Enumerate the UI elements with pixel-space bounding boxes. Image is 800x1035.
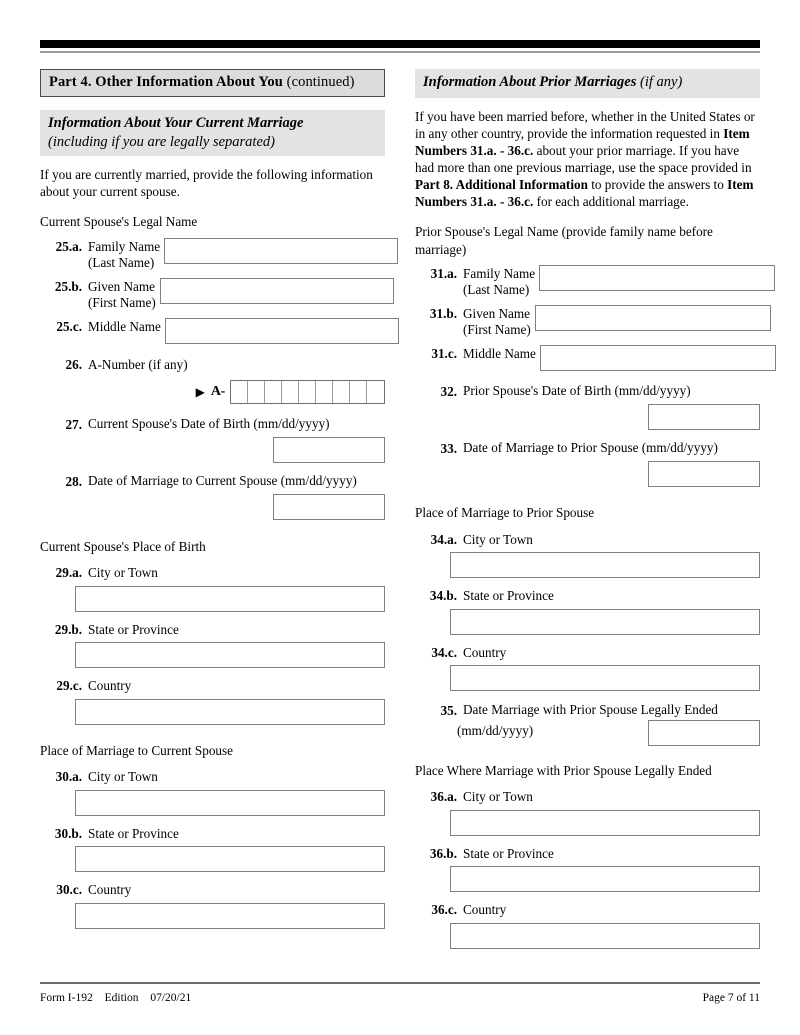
item-28-date-holder bbox=[40, 494, 385, 520]
item-31a-row bbox=[415, 265, 760, 298]
item-31c-label bbox=[463, 345, 536, 362]
right-triangle-icon: ▶ bbox=[195, 385, 205, 400]
item-26-anumber-row bbox=[40, 380, 385, 404]
item-33-date-holder bbox=[415, 461, 760, 487]
item-25a-label bbox=[88, 238, 160, 271]
item-36a-row bbox=[415, 788, 760, 836]
item-26-label: A-Number (if any) bbox=[88, 356, 188, 372]
item-36b-number: 36.b. bbox=[429, 845, 457, 861]
top-black-bar bbox=[40, 40, 760, 48]
item-31a-family-name-input[interactable] bbox=[539, 265, 775, 291]
anumber-cell[interactable] bbox=[265, 381, 282, 403]
item-36c-number: 36.c. bbox=[431, 902, 457, 918]
item-29a-city-input[interactable] bbox=[75, 586, 385, 612]
item-32-label: Prior Spouse's Date of Birth (mm/dd/yyyy) bbox=[463, 383, 691, 399]
item-34a-row bbox=[415, 531, 760, 579]
item-25b-number: 25.b. bbox=[54, 278, 82, 294]
instruction-text: about your prior marriage. If you have had more than one previous marriage, use the space provided in bbox=[415, 142, 752, 176]
item-29c-number: 29.c. bbox=[56, 678, 82, 694]
anumber-cell[interactable] bbox=[316, 381, 333, 403]
item-31c-middle-name-input[interactable] bbox=[540, 345, 776, 371]
item-30c-number: 30.c. bbox=[56, 882, 82, 898]
item-26-row bbox=[40, 356, 385, 373]
part-4-header bbox=[40, 69, 385, 97]
item-35-label-line1: Date Marriage with Prior Spouse Legally Ended bbox=[463, 702, 718, 718]
current-marriage-title: Information About Your Current Marriage bbox=[48, 115, 304, 131]
item-25c-number: 25.c. bbox=[56, 318, 82, 334]
item-31a-label-line1: Family Name bbox=[463, 265, 536, 281]
item-27-row bbox=[40, 416, 385, 463]
item-29a-number: 29.a. bbox=[55, 565, 82, 581]
item-29c-label: Country bbox=[88, 678, 132, 694]
item-31b-number: 31.b. bbox=[429, 305, 457, 321]
item-25a-row bbox=[40, 238, 385, 271]
item-35-second-line bbox=[415, 720, 760, 746]
item-25b-label bbox=[88, 278, 156, 311]
prior-spouse-legal-name-heading: Prior Spouse's Legal Name (provide family name before marriage) bbox=[415, 224, 713, 257]
item-30b-label: State or Province bbox=[88, 825, 179, 841]
place-of-marriage-prior-heading: Place of Marriage to Prior Spouse bbox=[415, 505, 595, 521]
item-31c-row bbox=[415, 345, 760, 371]
item-25b-row bbox=[40, 278, 385, 311]
anumber-cell[interactable] bbox=[282, 381, 299, 403]
item-36c-head bbox=[415, 901, 760, 919]
item-36c-country-input[interactable] bbox=[450, 923, 760, 949]
footer-page-number: Page 7 of 11 bbox=[702, 992, 760, 1004]
item-28-row bbox=[40, 473, 385, 520]
item-36b-state-input[interactable] bbox=[450, 866, 760, 892]
item-25a-label-line1: Family Name bbox=[88, 238, 161, 254]
anumber-cell[interactable] bbox=[248, 381, 265, 403]
item-31b-label-line1: Given Name bbox=[463, 305, 531, 321]
item-34b-number: 34.b. bbox=[429, 588, 457, 604]
item-27-label: Current Spouse's Date of Birth (mm/dd/yyyy) bbox=[88, 416, 330, 432]
anumber-cell[interactable] bbox=[350, 381, 367, 403]
item-number-reference: Item Numbers 31.a. - 36.c. bbox=[415, 125, 750, 158]
prior-marriages-instructions bbox=[415, 108, 760, 211]
item-30c-head bbox=[40, 881, 385, 899]
item-35-row bbox=[415, 702, 760, 746]
item-28-head bbox=[40, 473, 385, 490]
item-25b-label-line2: (First Name) bbox=[88, 294, 156, 310]
item-35-number: 35. bbox=[440, 703, 457, 719]
item-27-head bbox=[40, 416, 385, 433]
item-27-date-holder bbox=[40, 437, 385, 463]
prior-marriages-subtitle: (if any) bbox=[640, 74, 683, 90]
item-35-label-line2: (mm/dd/yyyy) bbox=[457, 723, 534, 739]
part-4-continued-label: (continued) bbox=[286, 74, 355, 90]
item-29c-country-input[interactable] bbox=[75, 699, 385, 725]
item-36a-label: City or Town bbox=[463, 789, 533, 805]
item-30a-city-input[interactable] bbox=[75, 790, 385, 816]
item-31c-label-line1: Middle Name bbox=[463, 346, 536, 362]
place-marriage-ended-heading: Place Where Marriage with Prior Spouse Legally Ended bbox=[415, 763, 712, 779]
item-25a-number: 25.a. bbox=[55, 238, 82, 254]
item-34c-number: 34.c. bbox=[431, 644, 457, 660]
item-27-date-of-birth-input[interactable] bbox=[273, 437, 385, 463]
item-25c-row bbox=[40, 318, 385, 344]
item-36a-head bbox=[415, 788, 760, 806]
item-30a-row bbox=[40, 768, 385, 816]
item-number-reference: Item Numbers 31.a. - 36.c. bbox=[415, 177, 754, 210]
item-34c-head bbox=[415, 644, 760, 662]
instruction-text: If you have been married before, whether in the United States or in any other country, provide the information requested in bbox=[415, 108, 755, 141]
item-36b-label: State or Province bbox=[463, 845, 554, 861]
item-32-row bbox=[415, 383, 760, 430]
item-33-head bbox=[415, 440, 760, 457]
item-33-number: 33. bbox=[440, 441, 457, 457]
item-28-number: 28. bbox=[65, 474, 82, 490]
item-34b-row bbox=[415, 587, 760, 635]
item-30a-head bbox=[40, 768, 385, 786]
item-34b-head bbox=[415, 587, 760, 605]
footer-rule bbox=[40, 982, 760, 984]
item-34a-head bbox=[415, 531, 760, 549]
item-36c-row bbox=[415, 901, 760, 949]
item-36a-number: 36.a. bbox=[430, 789, 457, 805]
item-30b-head bbox=[40, 825, 385, 843]
footer-form-id: Form I-192 bbox=[40, 992, 93, 1004]
item-34c-row bbox=[415, 644, 760, 692]
right-column bbox=[415, 69, 760, 949]
item-29a-head bbox=[40, 564, 385, 582]
item-25b-label-line1: Given Name bbox=[88, 278, 156, 294]
item-29b-row bbox=[40, 621, 385, 669]
item-28-date-of-marriage-input[interactable] bbox=[273, 494, 385, 520]
item-30c-row bbox=[40, 881, 385, 929]
current-spouse-legal-name-heading: Current Spouse's Legal Name bbox=[40, 214, 198, 230]
item-31a-number: 31.a. bbox=[430, 265, 457, 281]
item-29b-label: State or Province bbox=[88, 621, 179, 637]
item-30b-number: 30.b. bbox=[54, 825, 82, 841]
item-29a-row bbox=[40, 564, 385, 612]
left-column bbox=[40, 69, 385, 949]
footer-edition-label: Edition bbox=[104, 992, 139, 1004]
current-marriage-instructions: If you are currently married, provide the following information about your current spouse. bbox=[40, 167, 373, 200]
item-30c-country-input[interactable] bbox=[75, 903, 385, 929]
item-25a-family-name-input[interactable] bbox=[164, 238, 398, 264]
item-34a-label: City or Town bbox=[463, 531, 533, 547]
anumber-cell[interactable] bbox=[367, 381, 384, 403]
item-26-anumber-input[interactable] bbox=[230, 380, 385, 404]
top-thin-rule bbox=[40, 51, 760, 53]
item-29b-state-input[interactable] bbox=[75, 642, 385, 668]
item-30c-label: Country bbox=[88, 882, 132, 898]
item-31b-row bbox=[415, 305, 760, 338]
item-30b-row bbox=[40, 825, 385, 873]
anumber-cell[interactable] bbox=[299, 381, 316, 403]
current-spouse-place-of-birth-heading: Current Spouse's Place of Birth bbox=[40, 539, 206, 555]
item-36b-head bbox=[415, 845, 760, 863]
anumber-cell[interactable] bbox=[231, 381, 248, 403]
anumber-prefix-label: A- bbox=[210, 384, 225, 400]
item-31c-number: 31.c. bbox=[431, 346, 457, 362]
item-30b-state-input[interactable] bbox=[75, 846, 385, 872]
page-footer bbox=[40, 992, 760, 1004]
item-25c-label-line1: Middle Name bbox=[88, 318, 161, 334]
item-31b-given-name-input[interactable] bbox=[535, 305, 771, 331]
item-31b-label-line2: (First Name) bbox=[463, 322, 531, 338]
footer-edition-date: 07/20/21 bbox=[150, 992, 192, 1004]
item-35-head bbox=[415, 702, 760, 719]
item-30a-label: City or Town bbox=[88, 769, 158, 785]
item-29c-head bbox=[40, 677, 385, 695]
item-34a-city-input[interactable] bbox=[450, 552, 760, 578]
page-top-rules bbox=[40, 0, 760, 53]
instruction-text: to provide the answers to bbox=[587, 177, 728, 193]
prior-marriages-subsection-header bbox=[415, 69, 760, 98]
item-34c-label: Country bbox=[463, 644, 507, 660]
item-36a-city-input[interactable] bbox=[450, 810, 760, 836]
item-25a-label-line2: (Last Name) bbox=[88, 254, 155, 270]
item-25b-given-name-input[interactable] bbox=[160, 278, 394, 304]
item-26-number: 26. bbox=[65, 356, 82, 372]
two-column-body bbox=[40, 69, 760, 949]
item-29a-label: City or Town bbox=[88, 565, 158, 581]
current-marriage-subtitle: (including if you are legally separated) bbox=[48, 133, 275, 150]
item-36c-label: Country bbox=[463, 902, 507, 918]
item-32-number: 32. bbox=[440, 384, 457, 400]
item-34a-number: 34.a. bbox=[430, 531, 457, 547]
current-marriage-subsection-header bbox=[40, 110, 385, 156]
item-34c-country-input[interactable] bbox=[450, 665, 760, 691]
item-31a-label-line2: (Last Name) bbox=[463, 281, 530, 297]
item-29b-number: 29.b. bbox=[54, 621, 82, 637]
item-28-label: Date of Marriage to Current Spouse (mm/dd/yyyy) bbox=[88, 473, 357, 489]
footer-form-info bbox=[40, 992, 200, 1004]
item-34b-label: State or Province bbox=[463, 588, 554, 604]
item-25c-label bbox=[88, 318, 161, 335]
anumber-cell[interactable] bbox=[333, 381, 350, 403]
item-33-label: Date of Marriage to Prior Spouse (mm/dd/yyyy) bbox=[463, 440, 718, 456]
prior-marriages-title: Information About Prior Marriages bbox=[423, 74, 637, 90]
item-27-number: 27. bbox=[65, 417, 82, 433]
item-30a-number: 30.a. bbox=[55, 769, 82, 785]
part-4-title: Part 4. Other Information About You bbox=[49, 74, 283, 90]
item-31a-label bbox=[463, 265, 535, 298]
item-25c-middle-name-input[interactable] bbox=[165, 318, 399, 344]
item-32-date-of-birth-input[interactable] bbox=[648, 404, 760, 430]
item-36b-row bbox=[415, 845, 760, 893]
item-35-date-ended-input[interactable] bbox=[648, 720, 760, 746]
place-of-marriage-current-heading: Place of Marriage to Current Spouse bbox=[40, 742, 233, 758]
item-29c-row bbox=[40, 677, 385, 725]
item-31b-label bbox=[463, 305, 531, 338]
item-34b-state-input[interactable] bbox=[450, 609, 760, 635]
item-33-date-of-marriage-input[interactable] bbox=[648, 461, 760, 487]
item-number-reference: Part 8. Additional Information bbox=[415, 177, 588, 193]
item-29b-head bbox=[40, 621, 385, 639]
item-33-row bbox=[415, 440, 760, 487]
item-32-head bbox=[415, 383, 760, 400]
instruction-text: for each additional marriage. bbox=[533, 194, 689, 210]
item-32-date-holder bbox=[415, 404, 760, 430]
